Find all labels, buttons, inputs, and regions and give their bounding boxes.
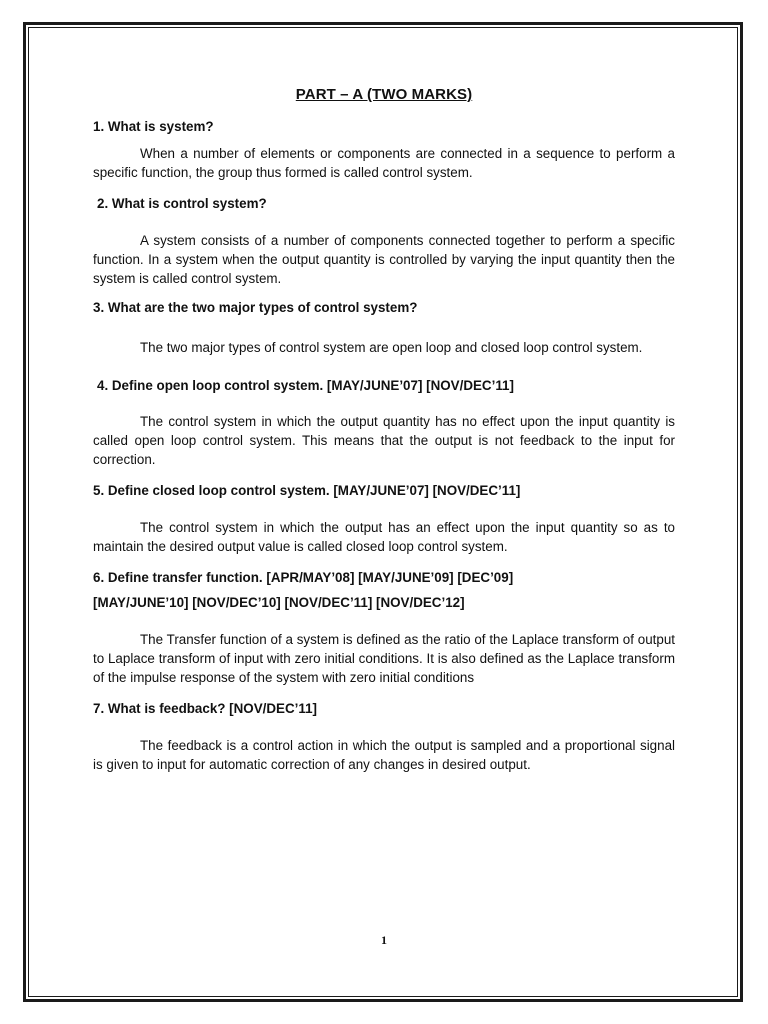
document-content [93,86,675,774]
question-6-line-1: 6. Define transfer function. [APR/MAY’08] [MAY/JUNE’09] [DEC’09] [93,570,514,585]
answer-5: The control system in which the output has an effect upon the input quantity so as to maintain the desired output value is called closed loop control system. [93,520,675,554]
question-6-line-2: [MAY/JUNE’10] [NOV/DEC’10] [NOV/DEC’11] [NOV/DEC’12] [93,595,465,610]
answer-6: The Transfer function of a system is defined as the ratio of the Laplace transform of output to Laplace transform of input with zero initial conditions. It is also defined as the Laplace transform of the impulse response of the system with zero initial conditions [93,632,675,685]
question-4: 4. Define open loop control system. [MAY/JUNE’07] [NOV/DEC’11] [97,378,514,393]
question-5: 5. Define closed loop control system. [MAY/JUNE’07] [NOV/DEC’11] [93,483,521,498]
question-7: 7. What is feedback? [NOV/DEC’11] [93,701,317,716]
question-3: 3. What are the two major types of control system? [93,300,418,315]
answer-1: When a number of elements or components are connected in a sequence to perform a specific function, the group thus formed is called control system. [93,146,675,180]
answer-4: The control system in which the output quantity has no effect upon the input quantity is called open loop control system. This means that the output is not feedback to the input for correction. [93,414,675,467]
question-2: 2. What is control system? [97,196,267,211]
answer-3: The two major types of control system are open loop and closed loop control system. [140,340,643,355]
page-number: 1 [381,933,387,947]
answer-2: A system consists of a number of components connected together to perform a specific function. In a system when the output quantity is controlled by varying the input quantity then the system is called control system. [93,233,675,286]
answer-7: The feedback is a control action in which the output is sampled and a proportional signal is given to input for automatic correction of any changes in desired output. [93,738,675,772]
page-title: PART – A (TWO MARKS) [295,86,473,103]
question-1: 1. What is system? [93,119,214,134]
